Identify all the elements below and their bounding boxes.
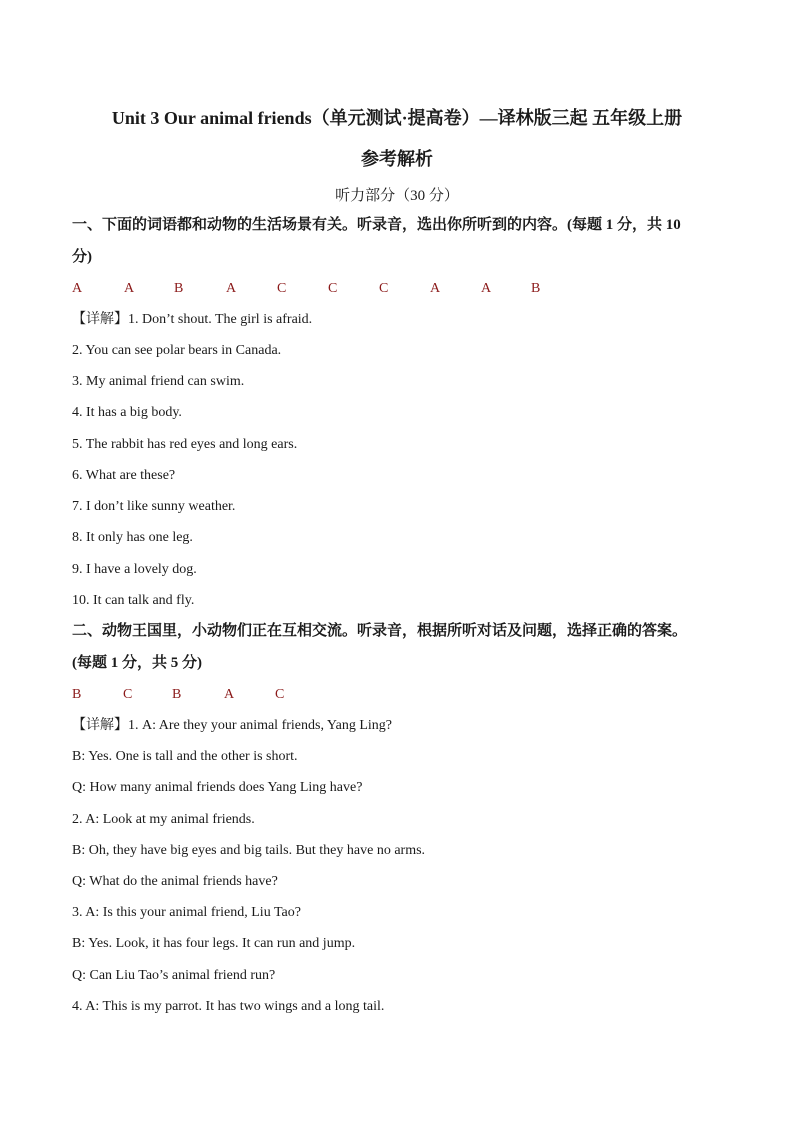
part2-answer: B	[172, 687, 182, 702]
part1-explanation-line: 3. My animal friend can swim.	[72, 374, 245, 389]
part2-explanation-line: 2. A: Look at my animal friends.	[72, 812, 255, 827]
part2-answer: C	[123, 687, 133, 702]
part2-answer: A	[224, 687, 235, 702]
part2-answer: B	[72, 687, 82, 702]
part1-answer: A	[124, 281, 135, 296]
part1-answer: A	[481, 281, 492, 296]
part2-explanation-line: 4. A: This is my parrot. It has two wings and a long tail.	[72, 999, 385, 1014]
part1-explanation-line: 【详解】1. Don’t shout. The girl is afraid.	[72, 312, 313, 327]
part1-answer: C	[277, 281, 287, 296]
part1-answer: A	[226, 281, 237, 296]
part2-heading-line1: 二、动物王国里，小动物们正在互相交流。听录音，根据所听对话及问题，选择正确的答案。	[72, 623, 688, 639]
document-subtitle: 参考解析	[361, 149, 433, 169]
part2-answer: C	[275, 687, 285, 702]
part2-explanation-line: B: Yes. One is tall and the other is short.	[72, 749, 298, 764]
part1-explanation-line: 2. You can see polar bears in Canada.	[72, 343, 282, 358]
part2-explanation-line: 3. A: Is this your animal friend, Liu Tao?	[72, 905, 301, 920]
part1-explanation-line: 4. It has a big body.	[72, 405, 182, 420]
part2-heading-line2: (每题 1 分，共 5 分)	[72, 655, 202, 671]
part1-explanation-line: 9. I have a lovely dog.	[72, 562, 197, 577]
part2-explanation-line: B: Oh, they have big eyes and big tails. But they have no arms.	[72, 843, 426, 858]
part1-explanation-line: 6. What are these?	[72, 468, 176, 483]
part1-answer: C	[328, 281, 338, 296]
part2-explanation-line: Q: Can Liu Tao’s animal friend run?	[72, 968, 276, 983]
part1-answer: A	[430, 281, 441, 296]
part1-explanation-line: 7. I don’t like sunny weather.	[72, 499, 236, 514]
part1-explanation-line: 5. The rabbit has red eyes and long ears.	[72, 437, 298, 452]
part2-explanation-line: Q: How many animal friends does Yang Ling have?	[72, 780, 363, 795]
document-title: Unit 3 Our animal friends（单元测试·提高卷）—译林版三起 五年级上册	[111, 108, 683, 128]
part1-explanation-line: 10. It can talk and fly.	[72, 593, 195, 608]
part1-answer: B	[174, 281, 184, 296]
part1-explanation-line: 8. It only has one leg.	[72, 530, 193, 545]
part1-answer: B	[531, 281, 541, 296]
part2-explanation-line: 【详解】1. A: Are they your animal friends, Yang Ling?	[72, 718, 393, 733]
part1-answer: C	[379, 281, 389, 296]
part1-heading-line1: 一、下面的词语都和动物的生活场景有关。听录音，选出你所听到的内容。(每题 1 分，共 10	[72, 217, 681, 233]
part2-explanation-line: B: Yes. Look, it has four legs. It can run and jump.	[72, 936, 356, 951]
section-heading: 听力部分（30 分）	[335, 188, 459, 204]
part1-heading-line2: 分)	[72, 249, 92, 265]
part2-explanation-line: Q: What do the animal friends have?	[72, 874, 278, 889]
part1-answer: A	[72, 281, 83, 296]
